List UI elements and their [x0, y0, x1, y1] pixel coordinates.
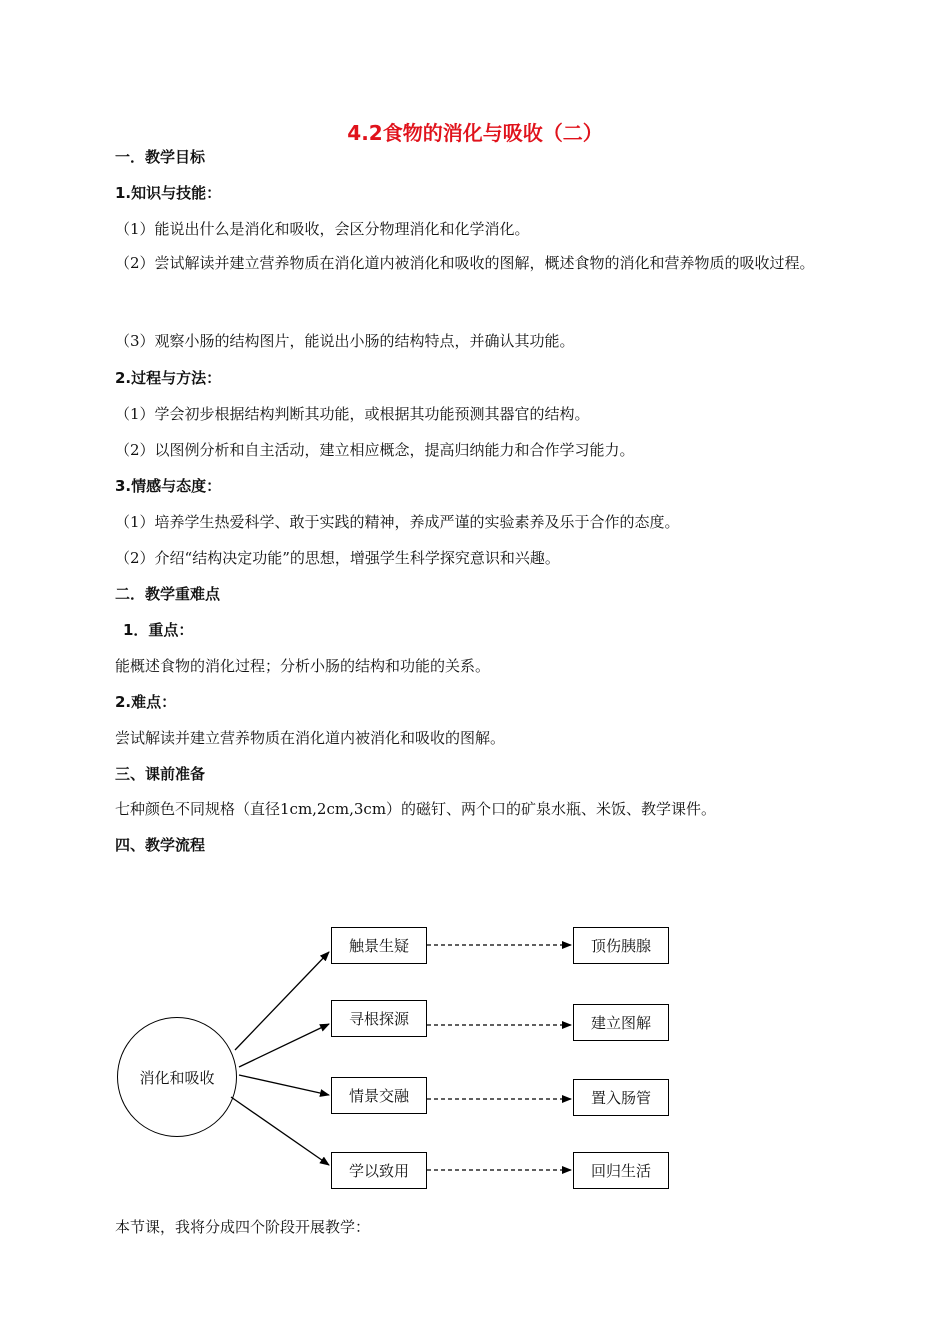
difficulty-text: 尝试解读并建立营养物质在消化道内被消化和吸收的图解。	[115, 729, 506, 747]
arrow-to-stage-4	[231, 1097, 329, 1165]
subheading-attitude: 3.情感与态度：	[115, 477, 222, 495]
flow-outcome-label: 建立图解	[590, 1014, 651, 1032]
flow-stage-label: 触景生疑	[348, 937, 409, 955]
flow-outcome-label: 顶伤胰腺	[590, 937, 651, 955]
goal-item: （2）介绍“结构决定功能”的思想，增强学生科学探究意识和兴趣。	[115, 549, 560, 567]
subheading-focus: 1．重点：	[123, 621, 194, 639]
flow-stage-box	[331, 1077, 427, 1114]
goal-item: （1）培养学生热爱科学、敢于实践的精神，养成严谨的实验素养及乐于合作的态度。	[115, 513, 680, 531]
flow-stage-box	[331, 927, 427, 964]
heading-key-points: 二．教学重难点	[115, 585, 221, 603]
flow-outcome-label: 回归生活	[590, 1162, 651, 1180]
flow-stage-box	[331, 1152, 427, 1189]
goal-item: （1）学会初步根据结构判断其功能，或根据其功能预测其器官的结构。	[115, 405, 590, 423]
flow-stage-box	[331, 1000, 427, 1037]
goal-item: （2）以图例分析和自主活动，建立相应概念，提高归纳能力和合作学习能力。	[115, 441, 635, 459]
focus-text: 能概述食物的消化过程；分析小肠的结构和功能的关系。	[115, 657, 491, 675]
document-title: 4.2食物的消化与吸收（二）	[347, 121, 603, 145]
flow-stage-label: 寻根探源	[348, 1010, 409, 1028]
flow-stage-label: 学以致用	[348, 1162, 409, 1180]
flow-outcome-label: 置入肠管	[590, 1089, 651, 1107]
subheading-difficulty: 2.难点：	[115, 693, 177, 711]
flow-outcome-box	[573, 927, 669, 964]
flow-outcome-box	[573, 1152, 669, 1189]
arrow-to-stage-2	[239, 1024, 329, 1067]
subheading-knowledge-skills: 1.知识与技能：	[115, 184, 222, 202]
goal-item: （1）能说出什么是消化和吸收，会区分物理消化和化学消化。	[115, 220, 530, 238]
arrow-to-stage-3	[239, 1075, 329, 1095]
flow-outcome-box	[573, 1079, 669, 1116]
flow-outcome-box	[573, 1004, 669, 1041]
heading-teaching-goals: 一．教学目标	[115, 148, 206, 166]
arrow-to-stage-1	[235, 952, 329, 1050]
heading-preparation: 三、课前准备	[115, 765, 206, 783]
flow-center-label: 消化和吸收	[139, 1068, 215, 1087]
goal-item: （3）观察小肠的结构图片，能说出小肠的结构特点，并确认其功能。	[115, 332, 575, 350]
heading-teaching-flow: 四、教学流程	[115, 836, 206, 854]
closing-text: 本节课，我将分成四个阶段开展教学：	[115, 1218, 371, 1236]
preparation-text: 七种颜色不同规格（直径1cm,2cm,3cm）的磁钉、两个口的矿泉水瓶、米饭、教学课件。	[115, 800, 717, 818]
flow-stage-label: 情景交融	[348, 1087, 409, 1105]
flow-center-node	[117, 1017, 237, 1137]
goal-item: （2）尝试解读并建立营养物质在消化道内被消化和吸收的图解，概述食物的消化和营养物质的吸收过程。	[115, 254, 815, 272]
subheading-process-method: 2.过程与方法：	[115, 369, 222, 387]
